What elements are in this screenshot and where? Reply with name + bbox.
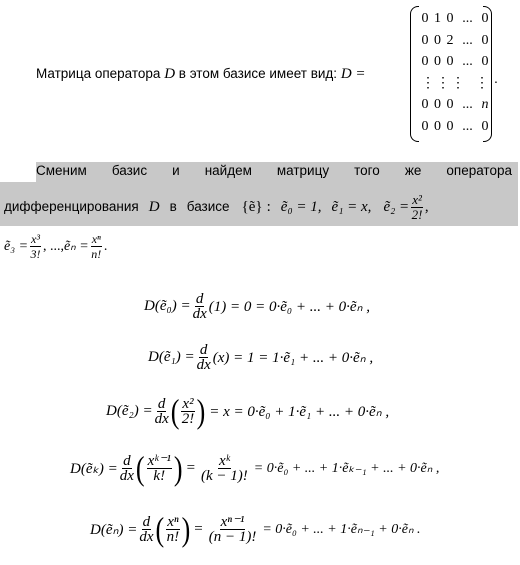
equation-3 xyxy=(106,392,390,430)
eq4-lhs: D(ẽₖ) = xyxy=(70,461,118,477)
matrix-cell: 0 xyxy=(421,118,429,134)
intro-text-after: в этом базисе имеет вид: xyxy=(175,66,341,81)
matrix-cell: 0 xyxy=(446,11,454,26)
paragraph-word: и xyxy=(172,163,180,178)
matrix-cell: ⋮ xyxy=(475,75,489,91)
eq5-dx: dx xyxy=(139,529,154,545)
eq1-d: d xyxy=(195,291,204,307)
eq5-den-2: (n − 1)! xyxy=(208,529,257,545)
paragraph-word: найдем xyxy=(204,163,252,178)
operator-symbol: D xyxy=(164,66,176,82)
eq4-rparen: ) xyxy=(173,449,183,487)
paragraph-word: того xyxy=(354,163,380,178)
eq5-den-1: n! xyxy=(166,529,180,545)
eq4-d: d xyxy=(123,453,131,469)
eq1-rhs: (1) = 0 = 0·ẽ₀ + ... + 0·ẽₙ , xyxy=(208,299,370,315)
matrix-cell: ... xyxy=(462,32,473,48)
paragraph-word: в xyxy=(169,199,177,214)
matrix-cell: 0 xyxy=(481,54,489,69)
eq5-fraction-1 xyxy=(166,515,179,544)
matrix-lhs: D = xyxy=(340,66,366,82)
eq2-rhs: (x) = 1 = 1·ẽ₁ + ... + 0·ẽₙ , xyxy=(212,350,374,366)
en-numerator: xⁿ xyxy=(91,232,101,246)
matrix-cell: 0 xyxy=(481,118,489,134)
matrix-row xyxy=(421,8,489,30)
paragraph-line-3 xyxy=(4,232,107,261)
eq5-num-2: xⁿ⁻¹ xyxy=(220,514,245,530)
matrix-rows xyxy=(421,8,489,137)
eq5-num-1: xⁿ xyxy=(167,514,179,530)
equation-1 xyxy=(144,292,370,321)
operator-matrix xyxy=(410,6,492,142)
eq5-rhs: = 0·ẽ₀ + ... + 1·ẽₙ₋₁ + 0·ẽₙ . xyxy=(262,522,421,537)
en-denominator: n! xyxy=(91,247,102,261)
eq2-lhs: D(ẽ₁) = xyxy=(148,349,195,365)
eq2-derivative xyxy=(197,343,211,372)
basis-set: {ẽ} xyxy=(241,199,263,215)
intro-text-before: Матрица оператора xyxy=(36,66,165,81)
eq4-equals: = xyxy=(186,460,196,476)
matrix-cell xyxy=(466,73,474,95)
e2-numerator: x² xyxy=(412,192,422,207)
eq3-num: x² xyxy=(182,396,194,412)
eq5-lparen: ( xyxy=(155,510,165,548)
paragraph-word: Сменим xyxy=(36,163,87,178)
eq4-fraction-1 xyxy=(147,454,172,483)
ellipsis: , ..., xyxy=(42,238,64,254)
matrix-row xyxy=(421,116,489,138)
eq3-dx: dx xyxy=(154,411,169,427)
matrix-cell: 0 xyxy=(434,97,441,112)
matrix-cell: 0 xyxy=(421,54,429,69)
eq3-derivative xyxy=(155,397,169,426)
eq1-dx: dx xyxy=(192,306,207,322)
eq1-derivative xyxy=(193,292,207,321)
eq5-derivative xyxy=(139,515,153,544)
matrix-cell: 0 xyxy=(421,32,429,48)
matrix-cell: ... xyxy=(462,11,473,26)
matrix-cell: ... xyxy=(462,118,473,134)
eq4-dx: dx xyxy=(119,468,134,484)
eq5-rparen: ) xyxy=(181,510,191,548)
colon: : xyxy=(266,199,271,215)
eq5-equals: = xyxy=(194,521,203,537)
equation-2 xyxy=(148,343,373,372)
e2-comma: , xyxy=(424,199,429,215)
line3-period: . xyxy=(103,238,108,254)
paragraph-word: базисе xyxy=(186,199,230,214)
matrix-cell: 0 xyxy=(434,54,441,69)
paragraph-word: же xyxy=(404,163,422,178)
eq3-d: d xyxy=(157,396,166,412)
matrix-left-bracket xyxy=(410,6,419,142)
matrix-cell: 0 xyxy=(421,97,429,112)
basis-e0: ẽ₀ = 1, xyxy=(280,199,322,215)
eq4-num-2: xᵏ xyxy=(218,453,230,469)
paragraph-word: дифференцирования xyxy=(4,199,139,214)
eq5-fraction-2 xyxy=(209,515,257,544)
basis-e3-lhs: ẽ₃ = xyxy=(4,238,29,254)
matrix-cell: n xyxy=(481,97,489,112)
matrix-cell: ... xyxy=(462,54,473,69)
eq4-derivative xyxy=(120,454,134,483)
eq4-num-1: xᵏ⁻¹ xyxy=(147,453,171,469)
eq4-lparen: ( xyxy=(135,449,145,487)
eq2-d: d xyxy=(199,342,208,358)
matrix-cell: ⋮ xyxy=(421,75,435,91)
e2-denominator: 2! xyxy=(411,207,423,222)
eq3-rhs: = x = 0·ẽ₀ + 1·ẽ₁ + ... + 0·ẽₙ , xyxy=(209,404,390,420)
eq3-den: 2! xyxy=(181,411,195,427)
basis-e1: ẽ₁ = x, xyxy=(331,199,372,215)
e3-denominator: 3! xyxy=(30,247,41,261)
matrix-cell: 0 xyxy=(434,118,441,134)
eq3-fraction xyxy=(181,397,194,426)
eq1-lhs: D(ẽ₀) = xyxy=(144,298,191,314)
basis-en-lhs: ẽₙ = xyxy=(63,239,89,254)
eq4-rhs: = 0·ẽ₀ + ... + 1·ẽₖ₋₁ + ... + 0·ẽₙ , xyxy=(253,461,440,476)
eq5-d: d xyxy=(142,514,151,530)
paragraph-line-1 xyxy=(36,163,512,178)
matrix-cell: 0 xyxy=(434,32,441,48)
matrix-row xyxy=(421,73,489,95)
matrix-cell: ... xyxy=(462,97,473,112)
eq4-fraction-2 xyxy=(201,454,248,483)
line2-words xyxy=(4,199,230,216)
matrix-intro-text xyxy=(36,66,366,83)
eq5-lhs: D(ẽₙ) = xyxy=(90,522,138,538)
paragraph-word: базис xyxy=(111,163,148,178)
matrix-row xyxy=(421,94,489,116)
eq3-rparen: ) xyxy=(196,392,206,430)
matrix-cell: 0 xyxy=(446,54,454,69)
matrix-cell: 0 xyxy=(446,97,454,112)
matrix-cell: ⋮ xyxy=(451,75,465,91)
paragraph-line-2 xyxy=(4,193,429,222)
basis-e2-fraction xyxy=(411,193,423,222)
matrix-cell: 2 xyxy=(446,32,454,48)
matrix-cell: 0 xyxy=(481,32,489,48)
matrix-cell: 0 xyxy=(481,11,489,26)
matrix-cell: ⋮ xyxy=(436,75,450,91)
e3-numerator: x³ xyxy=(31,232,40,246)
equation-5 xyxy=(90,510,421,548)
paragraph-word: D xyxy=(148,199,160,215)
basis-e2-lhs: ẽ₂ = xyxy=(383,199,410,215)
matrix-row xyxy=(421,51,489,73)
matrix-cell: 0 xyxy=(421,11,429,26)
eq4-den-2: (k − 1)! xyxy=(201,468,248,484)
matrix-cell: 0 xyxy=(446,118,454,134)
eq3-lparen: ( xyxy=(170,392,180,430)
paragraph-word: матрицу xyxy=(276,163,330,178)
eq3-lhs: D(ẽ₂) = xyxy=(106,403,153,419)
basis-en-fraction xyxy=(91,232,102,261)
basis-e3-fraction xyxy=(30,232,41,261)
matrix-cell: 1 xyxy=(434,11,441,26)
matrix-end-period: . xyxy=(494,70,498,86)
eq4-den-1: k! xyxy=(153,468,166,484)
paragraph-word: оператора xyxy=(446,163,512,178)
eq2-dx: dx xyxy=(196,357,211,373)
matrix-row xyxy=(421,30,489,52)
equation-4 xyxy=(70,449,440,487)
